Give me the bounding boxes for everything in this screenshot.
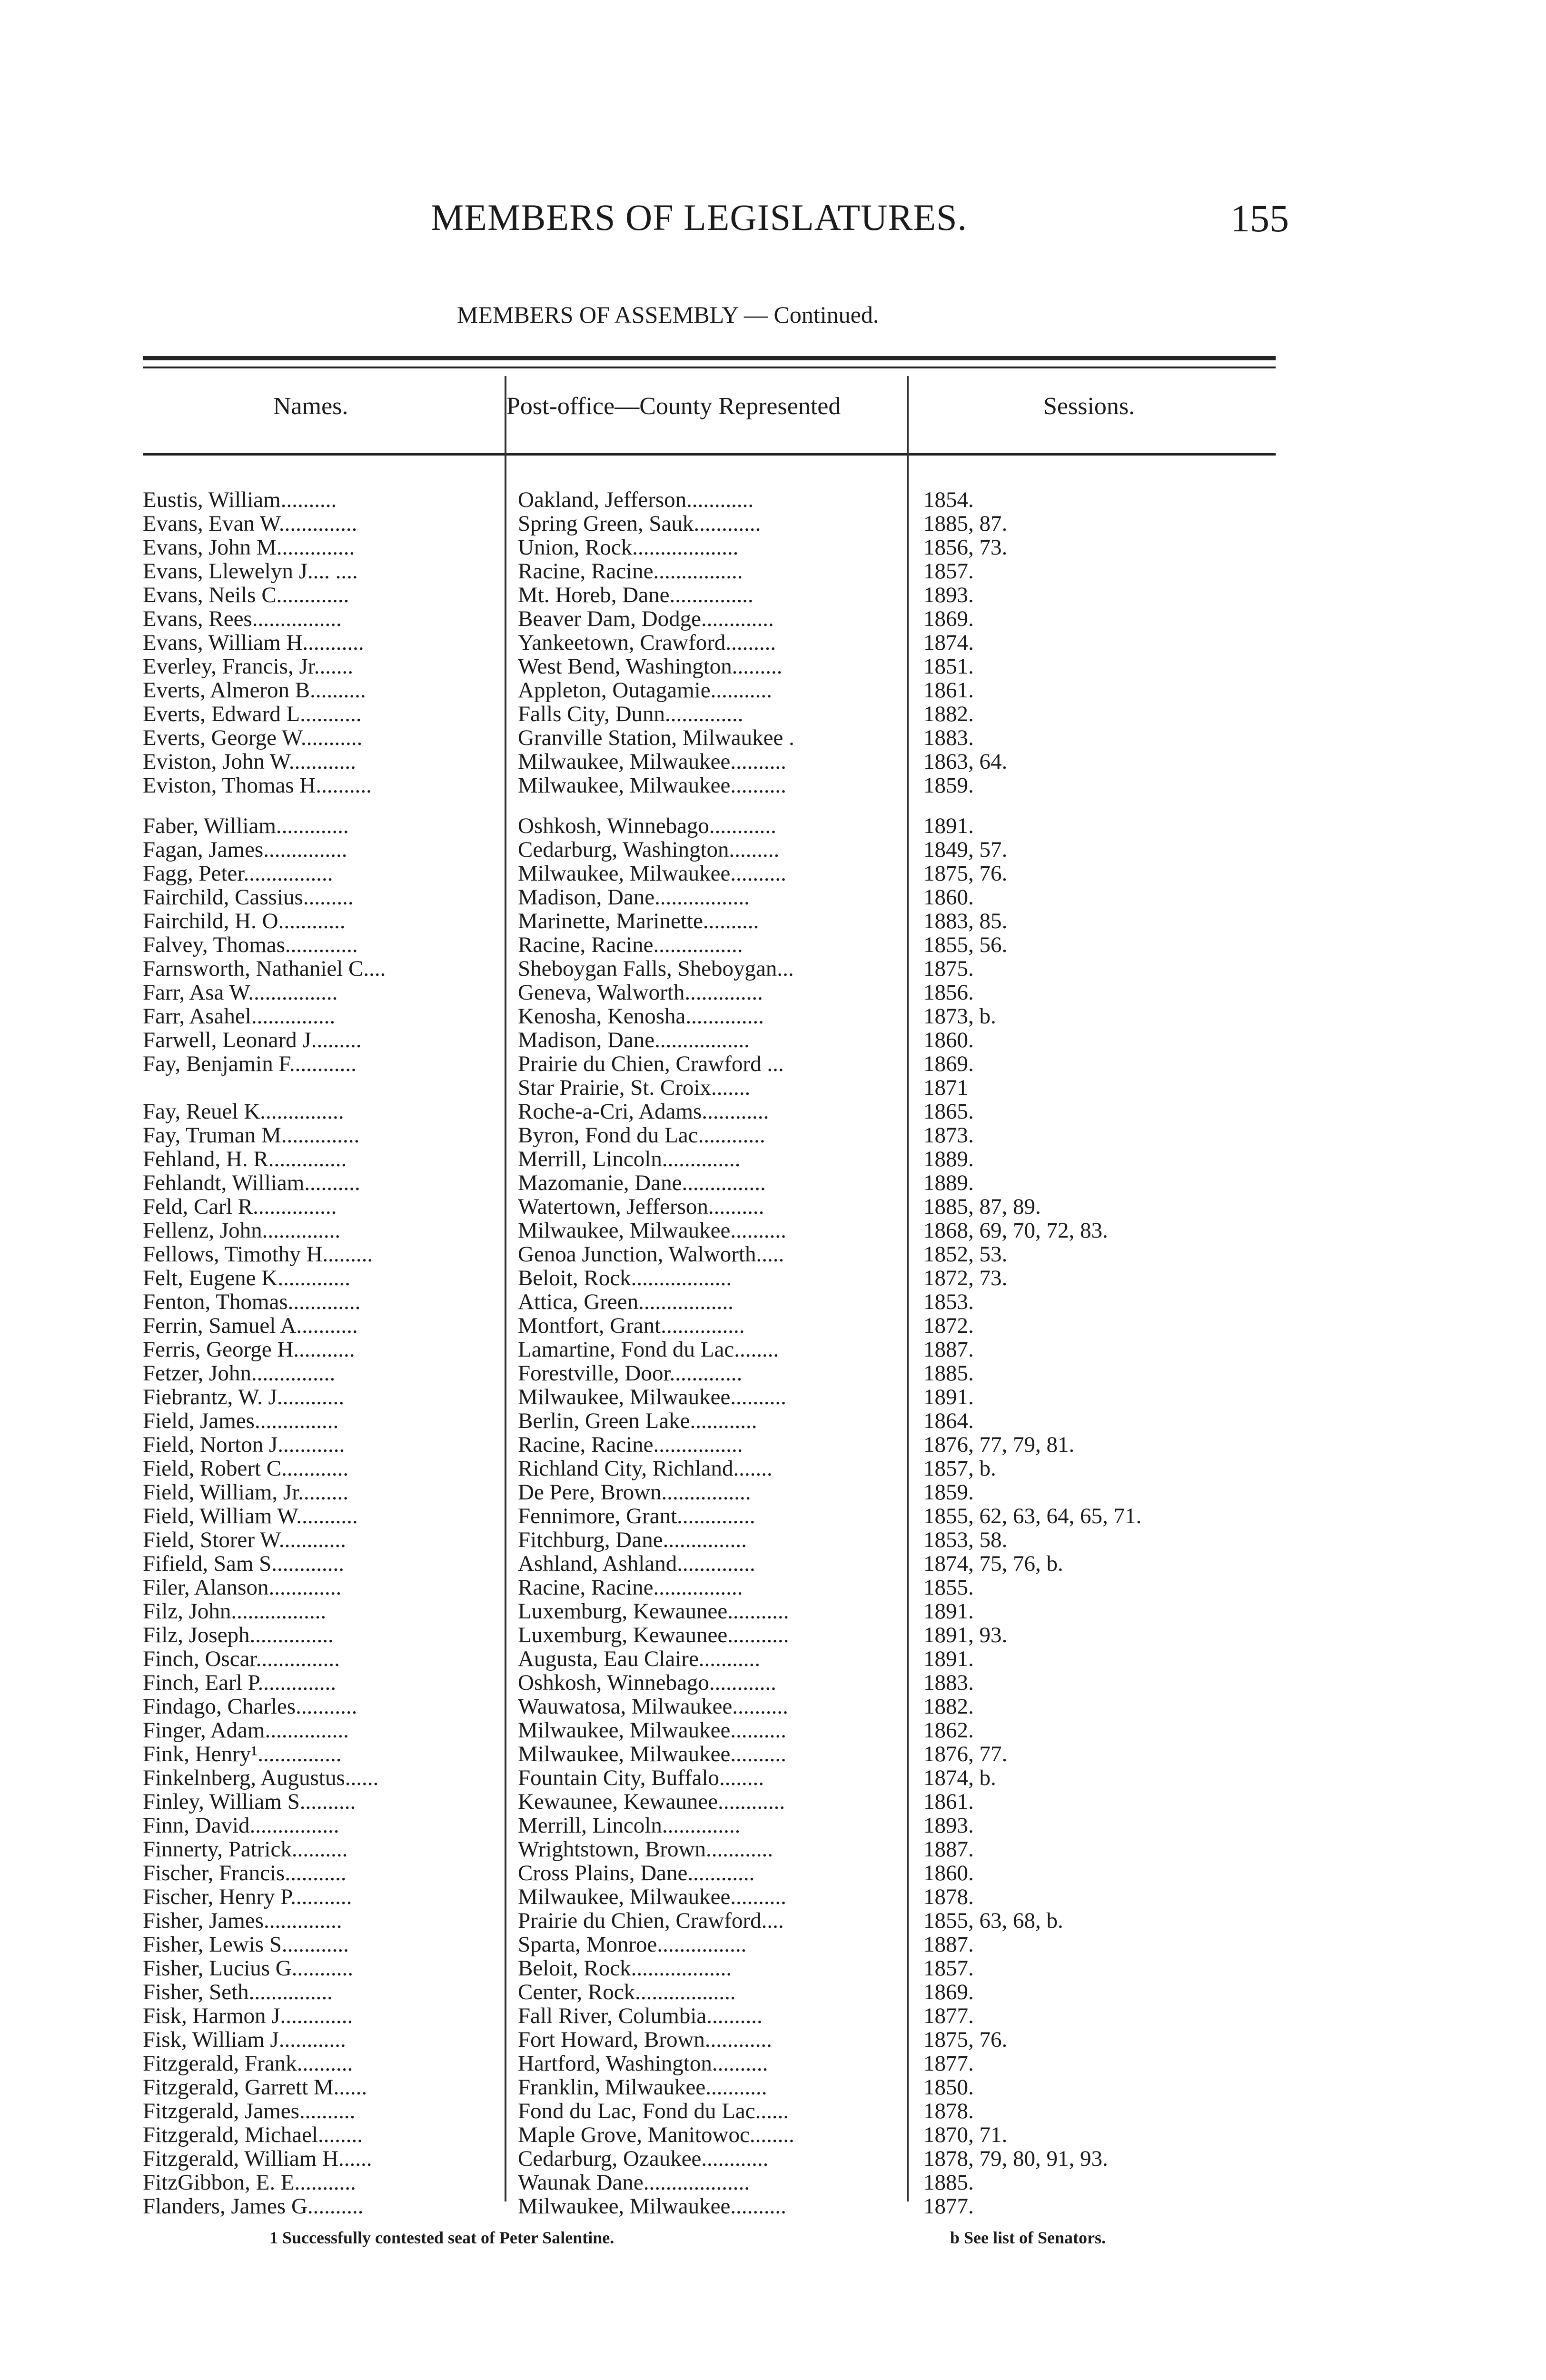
member-name: Fehland, H. R..............	[143, 1147, 347, 1171]
table-row	[143, 1623, 1276, 1647]
member-name: Fisk, Harmon J.............	[143, 2004, 353, 2028]
member-name: Fagg, Peter................	[143, 862, 333, 885]
member-name: Fisher, Lucius G...........	[143, 1956, 353, 1980]
post-office: Milwaukee, Milwaukee..........	[518, 2194, 786, 2218]
table-row	[143, 1528, 1276, 1552]
sessions: 1851.	[923, 654, 974, 678]
sessions: 1861.	[923, 678, 974, 702]
table-row	[143, 1980, 1276, 2004]
column-header-post-office: Post-office—County Represented	[506, 393, 841, 420]
member-name: Fitzgerald, William H......	[143, 2147, 372, 2171]
table-row	[143, 583, 1276, 607]
post-office: Racine, Racine................	[518, 933, 743, 957]
table-row	[143, 1718, 1276, 1742]
post-office: Oshkosh, Winnebago............	[518, 814, 776, 838]
member-name: Fisher, James..............	[143, 1909, 342, 1933]
table-row	[143, 1100, 1276, 1123]
member-name: Felt, Eugene K.............	[143, 1266, 350, 1290]
table-row	[143, 702, 1276, 726]
post-office: Sheboygan Falls, Sheboygan...	[518, 957, 794, 981]
section-subtitle: MEMBERS OF ASSEMBLY — Continued.	[457, 301, 879, 328]
table-row	[143, 1837, 1276, 1861]
post-office: Maple Grove, Manitowoc........	[518, 2123, 794, 2147]
member-name: Fitzgerald, James..........	[143, 2099, 356, 2123]
sessions: 1875, 76.	[923, 2028, 1008, 2052]
member-name: Fisher, Seth...............	[143, 1980, 333, 2004]
sessions: 1878, 79, 80, 91, 93.	[923, 2147, 1108, 2171]
page-number: 155	[1230, 197, 1289, 240]
table-row	[143, 1290, 1276, 1314]
table-row	[143, 750, 1276, 774]
table-row	[143, 1766, 1276, 1790]
sessions: 1871	[923, 1076, 968, 1100]
member-name: Farr, Asa W................	[143, 981, 338, 1004]
post-office: Racine, Racine................	[518, 1576, 743, 1599]
post-office: Wauwatosa, Milwaukee..........	[518, 1695, 788, 1718]
sessions: 1883.	[923, 1671, 974, 1695]
member-name: Finnerty, Patrick..........	[143, 1837, 348, 1861]
member-name: Fagan, James...............	[143, 838, 347, 862]
post-office: Milwaukee, Milwaukee..........	[518, 774, 786, 797]
table-row	[143, 2194, 1276, 2218]
member-name: Farwell, Leonard J.........	[143, 1028, 362, 1052]
post-office: Appleton, Outagamie...........	[518, 678, 772, 702]
member-name: Evans, Evan W..............	[143, 512, 357, 536]
table-row	[143, 1076, 1276, 1100]
sessions: 1889.	[923, 1147, 974, 1171]
member-name: Everts, Almeron B..........	[143, 678, 366, 702]
sessions: 1863, 64.	[923, 750, 1008, 774]
table-row	[143, 774, 1276, 797]
table-row	[143, 2052, 1276, 2075]
post-office: Milwaukee, Milwaukee..........	[518, 1219, 786, 1242]
sessions: 1868, 69, 70, 72, 83.	[923, 1219, 1108, 1242]
sessions: 1885.	[923, 2171, 974, 2194]
member-name: Fink, Henry¹...............	[143, 1742, 342, 1766]
sessions: 1859.	[923, 774, 974, 797]
post-office: Luxemburg, Kewaunee...........	[518, 1599, 789, 1623]
table-row	[143, 1885, 1276, 1909]
post-office: Waunak Dane...................	[518, 2171, 750, 2194]
sessions: 1891.	[923, 1647, 974, 1671]
post-office: Union, Rock...................	[518, 536, 739, 559]
member-name: Eviston, John W............	[143, 750, 356, 774]
sessions: 1891.	[923, 814, 974, 838]
sessions: 1882.	[923, 1695, 974, 1718]
table-row	[143, 559, 1276, 583]
member-name: Fiebrantz, W. J............	[143, 1385, 344, 1409]
sessions: 1872.	[923, 1314, 974, 1338]
sessions: 1874, b.	[923, 1766, 996, 1790]
member-name: Fay, Reuel K...............	[143, 1100, 344, 1123]
sessions: 1859.	[923, 1480, 974, 1504]
sessions: 1874.	[923, 631, 974, 654]
table-row	[143, 1052, 1276, 1076]
sessions: 1856.	[923, 981, 974, 1004]
member-name: Fairchild, H. O............	[143, 909, 346, 933]
member-name: Filz, John.................	[143, 1599, 327, 1623]
table-row	[143, 1909, 1276, 1933]
post-office: Center, Rock..................	[518, 1980, 736, 2004]
sessions: 1856, 73.	[923, 536, 1008, 559]
post-office: De Pere, Brown................	[518, 1480, 751, 1504]
post-office: Kewaunee, Kewaunee............	[518, 1790, 785, 1814]
post-office: Cedarburg, Ozaukee............	[518, 2147, 769, 2171]
post-office: Yankeetown, Crawford.........	[518, 631, 776, 654]
sessions: 1870, 71.	[923, 2123, 1008, 2147]
post-office: Milwaukee, Milwaukee..........	[518, 750, 786, 774]
member-name: Fischer, Henry P...........	[143, 1885, 352, 1909]
table-row	[143, 1742, 1276, 1766]
member-name: Fitzgerald, Michael........	[143, 2123, 363, 2147]
table-row	[143, 678, 1276, 702]
table-row	[143, 1242, 1276, 1266]
sessions: 1889.	[923, 1171, 974, 1195]
table-row	[143, 536, 1276, 559]
table-row	[143, 1599, 1276, 1623]
page-title: MEMBERS OF LEGISLATURES.	[431, 197, 967, 238]
post-office: Ashland, Ashland..............	[518, 1552, 755, 1576]
post-office: Star Prairie, St. Croix.......	[518, 1076, 751, 1100]
post-office: Prairie du Chien, Crawford ...	[518, 1052, 784, 1076]
sessions: 1882.	[923, 702, 974, 726]
member-name: Filz, Joseph...............	[143, 1623, 334, 1647]
table-row	[143, 2147, 1276, 2171]
member-name: Evans, John M..............	[143, 536, 355, 559]
sessions: 1887.	[923, 1837, 974, 1861]
member-name: Fetzer, John...............	[143, 1361, 336, 1385]
member-name: Fehlandt, William..........	[143, 1171, 360, 1195]
post-office: Milwaukee, Milwaukee..........	[518, 1385, 786, 1409]
post-office: Oshkosh, Winnebago............	[518, 1671, 776, 1695]
member-name: Fisher, Lewis S............	[143, 1933, 349, 1956]
sessions: 1860.	[923, 885, 974, 909]
table-row	[143, 1647, 1276, 1671]
post-office: Sparta, Monroe................	[518, 1933, 747, 1956]
sessions: 1885, 87.	[923, 512, 1008, 536]
table-row	[143, 933, 1276, 957]
sessions: 1875, 76.	[923, 862, 1008, 885]
post-office: Milwaukee, Milwaukee..........	[518, 862, 786, 885]
sessions: 1878.	[923, 1885, 974, 1909]
table-row	[143, 2123, 1276, 2147]
post-office: Fountain City, Buffalo........	[518, 1766, 764, 1790]
column-header-names: Names.	[273, 393, 348, 420]
footnote-b: b See list of Senators.	[950, 2228, 1106, 2247]
member-name: Eviston, Thomas H..........	[143, 774, 372, 797]
member-name: Field, Robert C............	[143, 1457, 349, 1480]
sessions: 1853, 58.	[923, 1528, 1008, 1552]
table-row	[143, 2004, 1276, 2028]
column-header-sessions: Sessions.	[1043, 393, 1135, 420]
table-row	[143, 838, 1276, 862]
post-office: Berlin, Green Lake............	[518, 1409, 757, 1433]
post-office: Byron, Fond du Lac............	[518, 1123, 765, 1147]
post-office: Kenosha, Kenosha..............	[518, 1004, 764, 1028]
table-row	[143, 1433, 1276, 1457]
sessions: 1885, 87, 89.	[923, 1195, 1041, 1219]
member-name: Feld, Carl R...............	[143, 1195, 337, 1219]
post-office: Luxemburg, Kewaunee...........	[518, 1623, 789, 1647]
member-name: Fairchild, Cassius.........	[143, 885, 354, 909]
sessions: 1869.	[923, 607, 974, 631]
member-name: Fischer, Francis...........	[143, 1861, 347, 1885]
sessions: 1875.	[923, 957, 974, 981]
post-office: Beaver Dam, Dodge.............	[518, 607, 774, 631]
member-name: Faber, William.............	[143, 814, 349, 838]
post-office: Mt. Horeb, Dane...............	[518, 583, 753, 607]
table-row	[143, 1361, 1276, 1385]
post-office: Falls City, Dunn..............	[518, 702, 743, 726]
post-office: Fall River, Columbia..........	[518, 2004, 763, 2028]
member-name: Ferrin, Samuel A...........	[143, 1314, 358, 1338]
post-office: Hartford, Washington..........	[518, 2052, 768, 2075]
sessions: 1857, b.	[923, 1457, 996, 1480]
sessions: 1887.	[923, 1338, 974, 1361]
table-row	[143, 654, 1276, 678]
table-row	[143, 1457, 1276, 1480]
member-name: Field, James...............	[143, 1409, 339, 1433]
table-row	[143, 2171, 1276, 2194]
post-office: Racine, Racine................	[518, 559, 743, 583]
table-row	[143, 1028, 1276, 1052]
post-office: West Bend, Washington.........	[518, 654, 783, 678]
table-row	[143, 607, 1276, 631]
member-name: Fitzgerald, Frank..........	[143, 2052, 353, 2075]
post-office: Beloit, Rock..................	[518, 1956, 732, 1980]
member-name: Finch, Oscar...............	[143, 1647, 340, 1671]
post-office: Franklin, Milwaukee...........	[518, 2075, 767, 2099]
member-name: Farnsworth, Nathaniel C....	[143, 957, 386, 981]
table-row	[143, 1790, 1276, 1814]
member-name: Falvey, Thomas.............	[143, 933, 358, 957]
table-row	[143, 814, 1276, 838]
sessions: 1885.	[923, 1361, 974, 1385]
member-name: Fifield, Sam S.............	[143, 1552, 345, 1576]
footnote-1: 1 Successfully contested seat of Peter Salentine.	[269, 2228, 614, 2247]
sessions: 1876, 77, 79, 81.	[923, 1433, 1075, 1457]
member-name: Fellows, Timothy H.........	[143, 1242, 373, 1266]
table-row	[143, 1695, 1276, 1718]
post-office: Geneva, Walworth..............	[518, 981, 763, 1004]
sessions: 1864.	[923, 1409, 974, 1433]
header-rule	[143, 453, 1276, 456]
member-name: Finley, William S..........	[143, 1790, 356, 1814]
post-office: Fort Howard, Brown............	[518, 2028, 772, 2052]
table-row	[143, 1004, 1276, 1028]
post-office: Wrightstown, Brown............	[518, 1837, 773, 1861]
table-row	[143, 1314, 1276, 1338]
post-office: Milwaukee, Milwaukee..........	[518, 1885, 786, 1909]
post-office: Milwaukee, Milwaukee..........	[518, 1718, 786, 1742]
top-rule-thin	[143, 367, 1276, 368]
table-row	[143, 1814, 1276, 1837]
sessions: 1869.	[923, 1052, 974, 1076]
sessions: 1877.	[923, 2052, 974, 2075]
table-row	[143, 631, 1276, 654]
member-name: Evans, Llewelyn J.... ....	[143, 559, 358, 583]
member-name: Ferris, George H...........	[143, 1338, 355, 1361]
member-name: Fellenz, John..............	[143, 1219, 341, 1242]
post-office: Montfort, Grant...............	[518, 1314, 745, 1338]
sessions: 1862.	[923, 1718, 974, 1742]
post-office: Racine, Racine................	[518, 1433, 743, 1457]
sessions: 1853.	[923, 1290, 974, 1314]
post-office: Genoa Junction, Walworth.....	[518, 1242, 784, 1266]
post-office: Granville Station, Milwaukee .	[518, 726, 794, 750]
post-office: Prairie du Chien, Crawford....	[518, 1909, 784, 1933]
sessions: 1855, 62, 63, 64, 65, 71.	[923, 1504, 1142, 1528]
table-row	[143, 1956, 1276, 1980]
table-row	[143, 1671, 1276, 1695]
table-row	[143, 1266, 1276, 1290]
sessions: 1891.	[923, 1385, 974, 1409]
sessions: 1850.	[923, 2075, 974, 2099]
member-name: Fay, Truman M..............	[143, 1123, 360, 1147]
table-row	[143, 909, 1276, 933]
sessions: 1873.	[923, 1123, 974, 1147]
member-name: Finn, David................	[143, 1814, 339, 1837]
member-name: Fitzgerald, Garrett M......	[143, 2075, 367, 2099]
sessions: 1855, 56.	[923, 933, 1008, 957]
table-row	[143, 1171, 1276, 1195]
member-name: Evans, Neils C.............	[143, 583, 349, 607]
sessions: 1876, 77.	[923, 1742, 1008, 1766]
member-name: Finkelnberg, Augustus......	[143, 1766, 379, 1790]
member-name: Farr, Asahel...............	[143, 1004, 336, 1028]
sessions: 1855, 63, 68, b.	[923, 1909, 1063, 1933]
member-name: Filer, Alanson.............	[143, 1576, 342, 1599]
member-name: Evans, Rees................	[143, 607, 342, 631]
sessions: 1869.	[923, 1980, 974, 2004]
member-name: Fay, Benjamin F............	[143, 1052, 357, 1076]
post-office: Oakland, Jefferson............	[518, 488, 754, 512]
member-name: Field, William, Jr.........	[143, 1480, 348, 1504]
post-office: Roche-a-Cri, Adams............	[518, 1100, 769, 1123]
sessions: 1860.	[923, 1861, 974, 1885]
sessions: 1857.	[923, 1956, 974, 1980]
table-row	[143, 1338, 1276, 1361]
post-office: Beloit, Rock..................	[518, 1266, 732, 1290]
member-name: Everts, George W...........	[143, 726, 363, 750]
post-office: Augusta, Eau Claire...........	[518, 1647, 761, 1671]
top-rule-thick	[143, 356, 1276, 360]
post-office: Madison, Dane.................	[518, 885, 750, 909]
sessions: 1877.	[923, 2194, 974, 2218]
table-row	[143, 1576, 1276, 1599]
member-name: Field, Storer W............	[143, 1528, 346, 1552]
sessions: 1887.	[923, 1933, 974, 1956]
table-row	[143, 862, 1276, 885]
table-row	[143, 1409, 1276, 1433]
post-office: Watertown, Jefferson..........	[518, 1195, 764, 1219]
table-row	[143, 1385, 1276, 1409]
member-name: Eustis, William..........	[143, 488, 337, 512]
post-office: Fennimore, Grant..............	[518, 1504, 755, 1528]
member-name: Everley, Francis, Jr.......	[143, 654, 354, 678]
sessions: 1893.	[923, 583, 974, 607]
post-office: Fitchburg, Dane...............	[518, 1528, 747, 1552]
sessions: 1852, 53.	[923, 1242, 1008, 1266]
post-office: Forestville, Door.............	[518, 1361, 743, 1385]
sessions: 1891, 93.	[923, 1623, 1008, 1647]
table-row	[143, 885, 1276, 909]
member-name: Evans, William H...........	[143, 631, 364, 654]
sessions: 1891.	[923, 1599, 974, 1623]
sessions: 1874, 75, 76, b.	[923, 1552, 1063, 1576]
table-row	[143, 2099, 1276, 2123]
post-office: Milwaukee, Milwaukee..........	[518, 1742, 786, 1766]
sessions: 1849, 57.	[923, 838, 1008, 862]
table-row	[143, 512, 1276, 536]
sessions: 1860.	[923, 1028, 974, 1052]
post-office: Attica, Green.................	[518, 1290, 733, 1314]
member-name: FitzGibbon, E. E...........	[143, 2171, 356, 2194]
post-office: Spring Green, Sauk............	[518, 512, 761, 536]
sessions: 1873, b.	[923, 1004, 996, 1028]
table-row	[143, 2028, 1276, 2052]
member-name: Everts, Edward L...........	[143, 702, 362, 726]
member-name: Finger, Adam...............	[143, 1718, 349, 1742]
post-office: Mazomanie, Dane...............	[518, 1171, 766, 1195]
member-name: Field, Norton J............	[143, 1433, 345, 1457]
post-office: Lamartine, Fond du Lac........	[518, 1338, 779, 1361]
sessions: 1872, 73.	[923, 1266, 1008, 1290]
sessions: 1861.	[923, 1790, 974, 1814]
table-row	[143, 1480, 1276, 1504]
post-office: Merrill, Lincoln..............	[518, 1814, 741, 1837]
table-row	[143, 1504, 1276, 1528]
sessions: 1883, 85.	[923, 909, 1008, 933]
sessions: 1893.	[923, 1814, 974, 1837]
sessions: 1865.	[923, 1100, 974, 1123]
post-office: Merrill, Lincoln..............	[518, 1147, 741, 1171]
post-office: Fond du Lac, Fond du Lac......	[518, 2099, 789, 2123]
sessions: 1855.	[923, 1576, 974, 1599]
table-row	[143, 981, 1276, 1004]
member-name: Fisk, William J............	[143, 2028, 346, 2052]
member-name: Flanders, James G..........	[143, 2194, 364, 2218]
table-row	[143, 1123, 1276, 1147]
sessions: 1877.	[923, 2004, 974, 2028]
sessions: 1854.	[923, 488, 974, 512]
post-office: Cross Plains, Dane............	[518, 1861, 755, 1885]
member-name: Finch, Earl P..............	[143, 1671, 337, 1695]
table-row	[143, 726, 1276, 750]
post-office: Marinette, Marinette..........	[518, 909, 759, 933]
table-row	[143, 957, 1276, 981]
table-row	[143, 488, 1276, 512]
member-name: Field, William W...........	[143, 1504, 358, 1528]
table-row	[143, 1861, 1276, 1885]
table-row	[143, 1552, 1276, 1576]
member-name: Findago, Charles...........	[143, 1695, 357, 1718]
table-row	[143, 1195, 1276, 1219]
table-row	[143, 1147, 1276, 1171]
sessions: 1857.	[923, 559, 974, 583]
table-row	[143, 1933, 1276, 1956]
sessions: 1883.	[923, 726, 974, 750]
member-name: Fenton, Thomas.............	[143, 1290, 361, 1314]
sessions: 1878.	[923, 2099, 974, 2123]
post-office: Cedarburg, Washington.........	[518, 838, 780, 862]
post-office: Richland City, Richland.......	[518, 1457, 773, 1480]
post-office: Madison, Dane.................	[518, 1028, 750, 1052]
table-row	[143, 1219, 1276, 1242]
table-row	[143, 2075, 1276, 2099]
